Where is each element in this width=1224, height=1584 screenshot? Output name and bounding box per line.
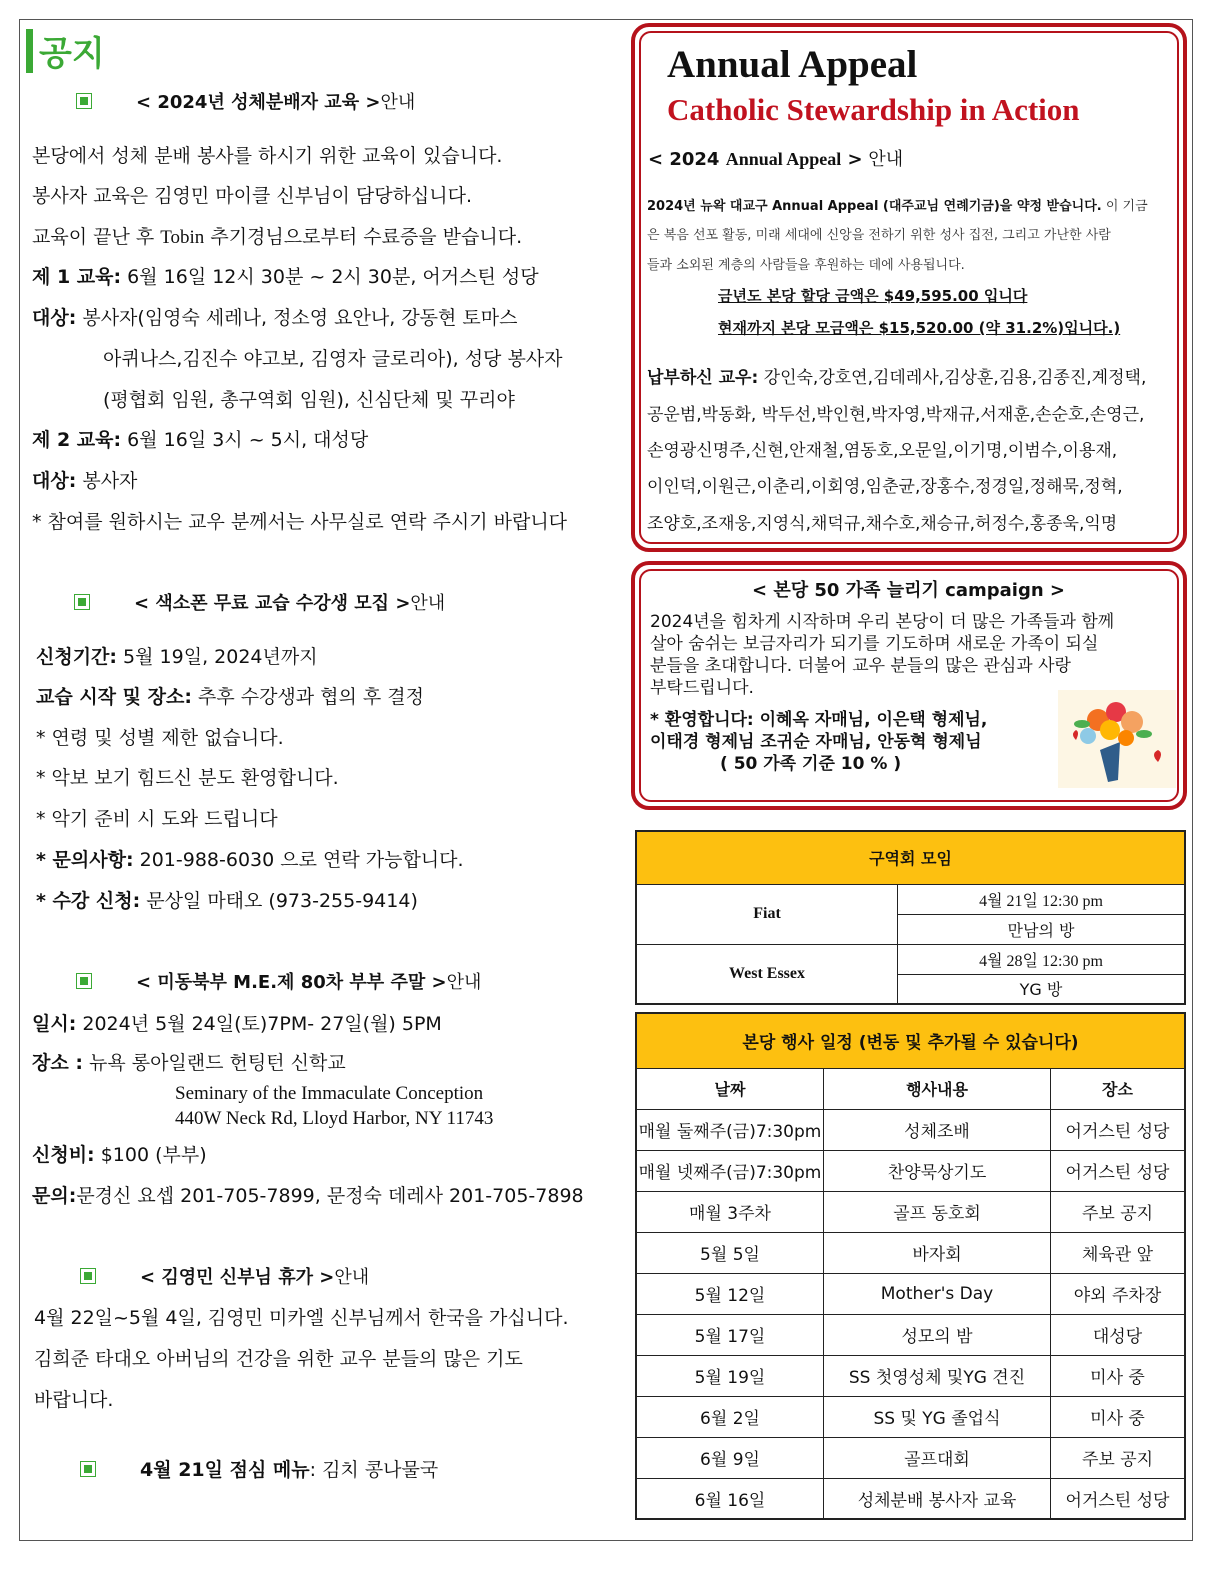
me-line: Seminary of the Immaculate Conception: [175, 1083, 484, 1104]
schedule-event: 골프대회: [824, 1437, 1051, 1478]
vacation-line: 4월 22일~5월 4일, 김영민 미카엘 신부님께서 한국을 가십니다.: [34, 1307, 569, 1329]
edu-line: 교육이 끝난 후 Tobin 추기경님으로부터 수료증을 받습니다.: [32, 226, 523, 248]
campaign-welcome: 이태경 형제님 조귀순 자매님, 안동혁 형제님: [650, 732, 982, 752]
schedule-col-date: 날짜: [636, 1068, 824, 1109]
sax-line: 교습 시작 및 장소: 추후 수강생과 협의 후 결정: [36, 686, 425, 708]
edu-title-bold: < 2024년 성체분배자 교육 >: [136, 92, 381, 113]
schedule-event: 바자회: [824, 1232, 1051, 1273]
schedule-row: [636, 1191, 1185, 1232]
square-bullet-icon: [74, 594, 90, 610]
district-table: [635, 830, 1186, 1005]
appeal-notice: < 2024 Annual Appeal > 안내: [648, 149, 904, 170]
me-line: 문의:문경신 요셉 201-705-7899, 문정숙 데레사 201-705-7898: [32, 1185, 584, 1207]
donor-line: 이인덕,이원근,이춘리,이회영,임춘균,장홍수,정경일,정해묵,정혁,: [647, 477, 1123, 497]
me-line: 신청비: $100 (부부): [32, 1144, 207, 1166]
me-line: 일시: 2024년 5월 24일(토)7PM- 27일(월) 5PM: [32, 1013, 442, 1035]
donor-line: 공운범,박동화, 박두선,박인현,박자영,박재규,서재훈,손순호,손영근,: [647, 405, 1145, 425]
district-place: YG 방: [898, 974, 1186, 1004]
schedule-place: 대성당: [1051, 1314, 1186, 1355]
appeal-text: 들과 소외된 계층의 사람들을 후원하는 데에 사용됩니다.: [647, 258, 965, 273]
schedule-row: [636, 1273, 1185, 1314]
schedule-place: 체육관 앞: [1051, 1232, 1186, 1273]
schedule-place: 어거스틴 성당: [1051, 1478, 1186, 1519]
donor-line: 손영광신명주,신현,안재철,염동호,오문일,이기명,이범수,이용재,: [647, 441, 1118, 461]
schedule-row: [636, 1396, 1185, 1437]
schedule-row: [636, 1232, 1185, 1273]
donor-line: 조양호,조재웅,지영식,채덕규,채수호,채승규,허정수,홍종욱,익명: [647, 514, 1118, 534]
schedule-date: 5월 19일: [636, 1355, 824, 1396]
schedule-event: 성모의 밤: [824, 1314, 1051, 1355]
edu-line: 제 1 교육: 6월 16일 12시 30분 ~ 2시 30분, 어거스틴 성당: [32, 266, 539, 288]
edu-line: (평협회 임원, 총구역회 임원), 신심단체 및 꾸리야: [103, 389, 515, 411]
edu-line: 대상: 봉사자: [32, 470, 138, 492]
schedule-table: [635, 1012, 1186, 1520]
schedule-event: SS 및 YG 졸업식: [824, 1396, 1051, 1437]
sax-line: * 문의사항: 201-988-6030 으로 연락 가능합니다.: [36, 849, 464, 871]
appeal-text: 은 복음 선포 활동, 미래 세대에 신앙을 전하기 위한 성사 집전, 그리고 가난한 사람: [647, 228, 1111, 243]
edu-line: 제 2 교육: 6월 16일 3시 ~ 5시, 대성당: [32, 429, 369, 451]
schedule-place: 주보 공지: [1051, 1191, 1186, 1232]
edu-line: * 참여를 원하시는 교우 분께서는 사무실로 연락 주시기 바랍니다: [32, 511, 568, 533]
schedule-date: 6월 9일: [636, 1437, 824, 1478]
schedule-date: 6월 2일: [636, 1396, 824, 1437]
schedule-date: 6월 16일: [636, 1478, 824, 1519]
appeal-goal: 금년도 본당 할당 금액은 $49,595.00 입니다: [718, 287, 1028, 305]
heading-bar: [26, 29, 33, 73]
schedule-place: 어거스틴 성당: [1051, 1150, 1186, 1191]
schedule-date: 5월 12일: [636, 1273, 824, 1314]
edu-title-rest: 안내: [380, 92, 416, 113]
schedule-place: 주보 공지: [1051, 1437, 1186, 1478]
sax-line: * 수강 신청: 문상일 마태오 (973-255-9414): [36, 890, 418, 912]
schedule-col-place: 장소: [1051, 1068, 1186, 1109]
district-name: Fiat: [636, 884, 898, 944]
schedule-row: [636, 1109, 1185, 1150]
schedule-row: [636, 1478, 1185, 1519]
district-header: 구역회 모임: [636, 831, 1185, 884]
sax-line: * 연령 및 성별 제한 없습니다.: [36, 727, 284, 749]
district-place: 만남의 방: [898, 914, 1186, 944]
schedule-place: 미사 중: [1051, 1355, 1186, 1396]
sax-line: * 악보 보기 힘드신 분도 환영합니다.: [36, 767, 339, 789]
schedule-date: 매월 3주차: [636, 1191, 824, 1232]
sax-line: * 악기 준비 시 도와 드립니다: [36, 808, 278, 830]
donor-line: 납부하신 교우: 강인숙,강호연,김데레사,김상훈,김용,김종진,계정택,: [647, 368, 1147, 388]
schedule-event: Mother's Day: [824, 1273, 1051, 1314]
appeal-title: Annual Appeal: [667, 43, 918, 86]
schedule-date: 매월 넷째주(금)7:30pm: [636, 1150, 824, 1191]
schedule-place: 어거스틴 성당: [1051, 1109, 1186, 1150]
square-bullet-icon: [80, 1461, 96, 1477]
vacation-line: 바랍니다.: [34, 1389, 114, 1411]
schedule-row: [636, 1150, 1185, 1191]
me-title: < 미동북부 M.E.제 80차 부부 주말 > 안내: [76, 968, 481, 994]
schedule-place: 미사 중: [1051, 1396, 1186, 1437]
district-time: 4월 28일 12:30 pm: [898, 944, 1186, 974]
vacation-title: < 김영민 신부님 휴가 > 안내: [80, 1263, 369, 1289]
edu-title: [76, 88, 415, 114]
appeal-subtitle: Catholic Stewardship in Action: [667, 92, 1080, 127]
campaign-text: 부탁드립니다.: [650, 678, 754, 698]
campaign-text: 2024년을 힘차게 시작하며 우리 본당이 더 많은 가족들과 함께: [650, 612, 1115, 632]
schedule-event: 찬양묵상기도: [824, 1150, 1051, 1191]
edu-line: 봉사자 교육은 김영민 마이클 신부님이 담당하십니다.: [32, 185, 473, 207]
schedule-date: 5월 5일: [636, 1232, 824, 1273]
me-line: 440W Neck Rd, Lloyd Harbor, NY 11743: [175, 1108, 494, 1129]
campaign-text: 분들을 초대합니다. 더불어 교우 분들의 많은 관심과 사랑: [650, 656, 1071, 676]
edu-line: 대상: 봉사자(임영숙 세레나, 정소영 요안나, 강동현 토마스: [32, 307, 518, 329]
square-bullet-icon: [80, 1268, 96, 1284]
sax-line: 신청기간: 5월 19일, 2024년까지: [36, 646, 318, 668]
me-line: 장소 : 뉴욕 롱아일랜드 헌팅턴 신학교: [32, 1052, 346, 1074]
schedule-event: 성체조배: [824, 1109, 1051, 1150]
schedule-row: [636, 1355, 1185, 1396]
lunch-title: 4월 21일 점심 메뉴 : 김치 콩나물국: [80, 1455, 438, 1482]
heading-text: 공지: [39, 34, 105, 74]
sax-title: < 색소폰 무료 교습 수강생 모집 > 안내: [74, 589, 445, 615]
district-time: 4월 21일 12:30 pm: [898, 884, 1186, 914]
appeal-text: 2024년 뉴왁 대교구 Annual Appeal (대주교님 연례기금)을 약정 받습니다. 이 기금: [647, 199, 1148, 214]
campaign-welcome: ( 50 가족 기준 10 % ): [720, 754, 902, 774]
schedule-row: [636, 1437, 1185, 1478]
flower-bouquet-image: [1058, 690, 1176, 788]
page-heading: [26, 26, 105, 75]
square-bullet-icon: [76, 973, 92, 989]
schedule-event: 골프 동호회: [824, 1191, 1051, 1232]
schedule-date: 5월 17일: [636, 1314, 824, 1355]
edu-line: 아퀴나스,김진수 야고보, 김영자 글로리아), 성당 봉사자: [103, 348, 563, 370]
district-name: West Essex: [636, 944, 898, 1004]
schedule-event: 성체분배 봉사자 교육: [824, 1478, 1051, 1519]
schedule-header: 본당 행사 일정 (변동 및 추가될 수 있습니다): [636, 1013, 1185, 1068]
edu-line: 본당에서 성체 분배 봉사를 하시기 위한 교육이 있습니다.: [32, 145, 503, 167]
schedule-event: SS 첫영성체 및YG 견진: [824, 1355, 1051, 1396]
vacation-line: 김희준 타대오 아버님의 건강을 위한 교우 분들의 많은 기도: [34, 1348, 523, 1370]
schedule-col-event: 행사내용: [824, 1068, 1051, 1109]
schedule-date: 매월 둘째주(금)7:30pm: [636, 1109, 824, 1150]
schedule-place: 야외 주차장: [1051, 1273, 1186, 1314]
campaign-text: 살아 숨쉬는 보금자리가 되기를 기도하며 새로운 가족이 되실: [650, 634, 1099, 654]
schedule-row: [636, 1314, 1185, 1355]
campaign-title: < 본당 50 가족 늘리기 campaign >: [752, 580, 1066, 601]
appeal-raised: 현재까지 본당 모금액은 $15,520.00 (약 31.2%)입니다.): [718, 319, 1121, 337]
square-bullet-icon: [76, 93, 92, 109]
campaign-welcome: * 환영합니다: 이혜옥 자매님, 이은택 형제님,: [650, 710, 988, 730]
